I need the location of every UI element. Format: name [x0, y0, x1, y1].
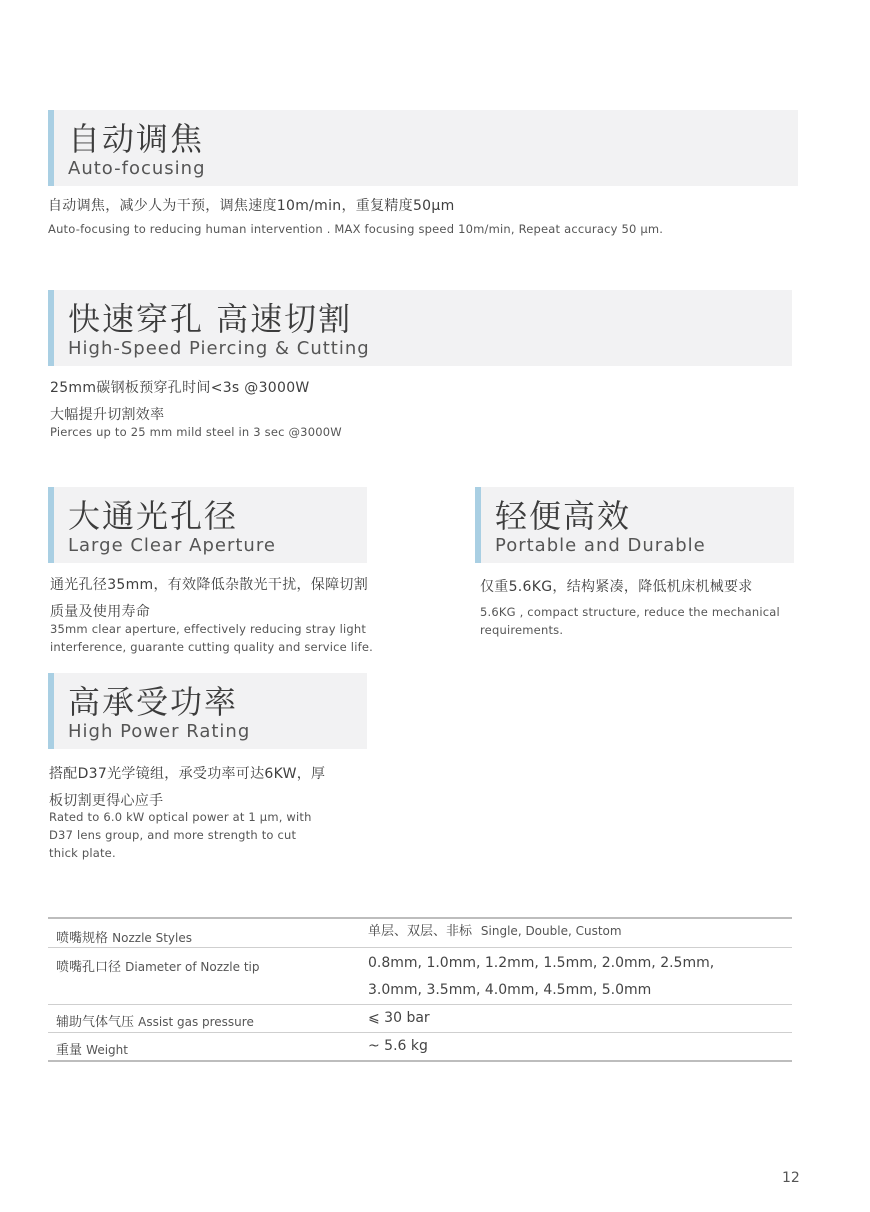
section-title-zh: 大通光孔径	[68, 497, 239, 535]
spec-label: 喷嘴规格 Nozzle Styles	[56, 931, 192, 946]
portable-desc-zh: 仅重5.6KG，结构紧凑，降低机床机械要求	[480, 579, 753, 595]
section-header-autofocus	[48, 110, 798, 186]
power-desc-en-1: Rated to 6.0 kW optical power at 1 μm, with	[49, 810, 312, 824]
section-header-piercing	[48, 290, 792, 366]
spec-value: 0.8mm, 1.0mm, 1.2mm, 1.5mm, 2.0mm, 2.5mm, 3.0mm, 3.5mm, 4.0mm, 4.5mm, 5.0mm	[368, 955, 715, 998]
section-title-zh: 高承受功率	[68, 683, 239, 721]
aperture-desc-en-1: 35mm clear aperture, effectively reducing stray light	[50, 622, 367, 636]
section-header-aperture	[48, 487, 367, 563]
spec-label: 辅助气体气压 Assist gas pressure	[56, 1015, 254, 1030]
aperture-desc-zh-2: 质量及使用寿命	[50, 604, 151, 620]
piercing-desc-zh-2: 大幅提升切割效率	[50, 407, 165, 423]
table-row	[48, 1005, 792, 1033]
autofocus-desc-en: Auto-focusing to reducing human intervention . MAX focusing speed 10m/min, Repeat accuracy 50 μm.	[48, 222, 664, 236]
aperture-desc-en-2: interference, guarante cutting quality and service life.	[50, 640, 373, 654]
section-header-portable	[475, 487, 794, 563]
power-desc-en-2: D37 lens group, and more strength to cut	[49, 828, 297, 842]
section-title-en: Portable and Durable	[495, 535, 706, 556]
table-row	[48, 1033, 792, 1060]
section-header-power	[48, 673, 367, 749]
spec-value: ⩽ 30 bar	[368, 1010, 430, 1026]
section-title-en: High-Speed Piercing & Cutting	[68, 338, 370, 359]
section-title-zh: 自动调焦	[68, 120, 205, 158]
section-title-zh: 轻便高效	[495, 497, 632, 535]
section-title-en: Large Clear Aperture	[68, 535, 276, 556]
spec-label: 喷嘴孔口径 Diameter of Nozzle tip	[56, 960, 260, 975]
portable-desc-en-1: 5.6KG , compact structure, reduce the mechanical	[480, 605, 780, 619]
table-row	[48, 948, 792, 1005]
piercing-desc-zh-1: 25mm碳钢板预穿孔时间<3s @3000W	[50, 380, 310, 396]
table-row	[48, 919, 792, 948]
spec-label: 重量 Weight	[56, 1043, 128, 1058]
page-number: 12	[782, 1170, 800, 1186]
spec-table	[48, 917, 792, 1062]
aperture-desc-zh-1: 通光孔径35mm，有效降低杂散光干扰，保障切割	[50, 577, 368, 593]
spec-value: ~ 5.6 kg	[368, 1038, 428, 1054]
power-desc-en-3: thick plate.	[49, 846, 116, 860]
autofocus-desc-zh: 自动调焦，减少人为干预，调焦速度10m/min，重复精度50μm	[48, 198, 455, 214]
section-title-zh: 快速穿孔 高速切割	[68, 300, 353, 338]
portable-desc-en-2: requirements.	[480, 623, 564, 637]
power-desc-zh-2: 板切割更得心应手	[49, 793, 164, 809]
power-desc-zh-1: 搭配D37光学镜组，承受功率可达6KW，厚	[49, 766, 326, 782]
spec-value: 单层、双层、非标 Single, Double, Custom	[368, 924, 622, 939]
piercing-desc-en: Pierces up to 25 mm mild steel in 3 sec @3000W	[50, 425, 342, 439]
section-title-en: High Power Rating	[68, 721, 251, 742]
section-title-en: Auto-focusing	[68, 158, 206, 179]
